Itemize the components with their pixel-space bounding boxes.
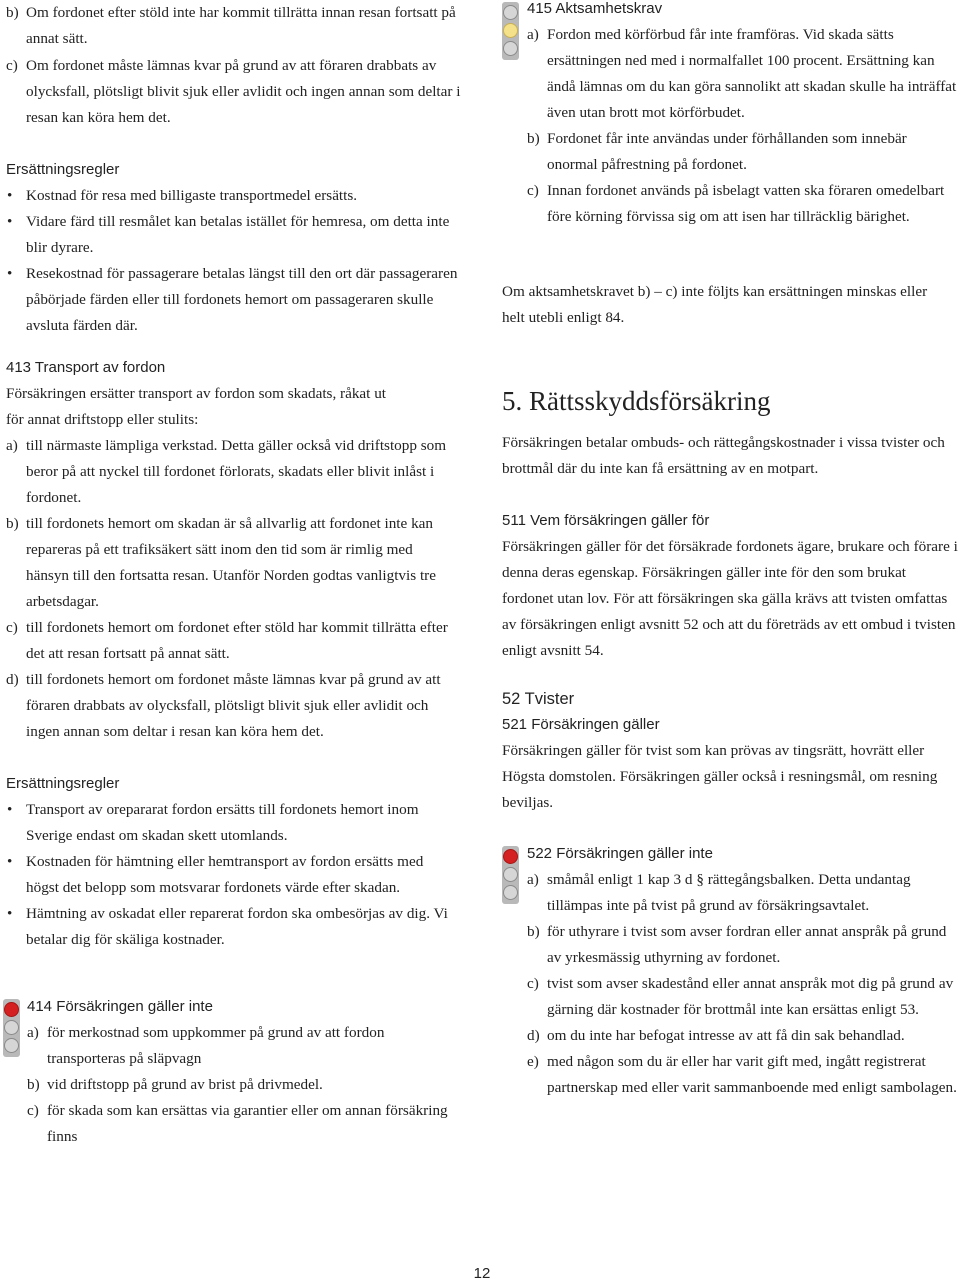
section-511 (502, 508, 958, 664)
section-413 (6, 355, 458, 953)
list-marker: b) (527, 130, 540, 147)
list-item-text: till fordonets hemort om skadan är så allvarlig att fordonet inte kan repareras på ett trafiksäkert sätt inom den tid som är rimlig med hänsyn till den fortsatta resan. Utanför Norden godtas vanligtvis tre arbetsdagar. (26, 515, 436, 610)
list-item-text: Fordonet får inte användas under förhållanden som innebär onormal påfrestning på fordonet. (547, 130, 907, 173)
grey-lamp-icon (503, 867, 518, 882)
red-lamp-icon (4, 1002, 19, 1017)
list-item (527, 867, 957, 919)
bullet-item: • Kostnaden för hämtning eller hemtransport av fordon ersätts med högst det belopp som motsvarar fordonets värde efter skadan. (6, 849, 458, 901)
list-item (527, 971, 957, 1023)
list-item-text: för merkostnad som uppkommer på grund av att fordon transporteras på släpvagn (47, 1024, 385, 1067)
section-heading: 522 Försäkringen gäller inte (527, 845, 713, 862)
list-item (6, 615, 458, 667)
section-415 (527, 0, 957, 230)
list-marker: d) (6, 671, 19, 688)
traffic-light-icon (502, 2, 518, 60)
list-item-text: småmål enligt 1 kap 3 d § rättegångsbalken. Detta undantag tillämpas inte på tvist på grund av försäkringsavtalet. (547, 871, 911, 914)
bullet-item: • Resekostnad för passagerare betalas längst till den ort där passageraren påbörjade färden eller till fordonets hemort om passageraren skulle avsluta färden där. (6, 261, 462, 339)
list-marker: c) (6, 619, 18, 636)
bullet-item: • Vidare färd till resmålet kan betalas istället för hemresa, om detta inte blir dyrare. (6, 209, 462, 261)
list-marker: c) (6, 57, 18, 74)
section-52 (502, 686, 958, 816)
left-top-section (6, 0, 462, 339)
section-heading: 414 Försäkringen gäller inte (27, 998, 213, 1015)
list-item (6, 0, 462, 52)
list-item (527, 1023, 957, 1049)
list-item-text: vid driftstopp på grund av brist på drivmedel. (47, 1076, 323, 1093)
section-heading: 413 Transport av fordon (6, 359, 166, 376)
list-item (6, 667, 458, 745)
list-item (527, 126, 957, 178)
list-item (27, 1072, 457, 1098)
page-number: 12 (473, 1265, 491, 1282)
section-text: Försäkringen gäller för tvist som kan prövas av tingsrätt, hovrätt eller Högsta domstolen. Försäkringen gäller också i resningsmål, om resning beviljas. (502, 742, 938, 811)
section-intro: Försäkringen ersätter transport av fordon som skadats, råkat ut för annat driftstopp eller stulits: (6, 385, 387, 428)
bullet-item: • Hämtning av oskadat eller reparerat fordon ska ombesörjas av dig. Vi betalar dig för skäliga kostnader. (6, 901, 458, 953)
grey-lamp-icon (503, 885, 518, 900)
section-522 (527, 841, 957, 1101)
list-item-text: Om fordonet efter stöld inte har kommit tillrätta innan resan fortsatt på annat sätt. (26, 4, 456, 47)
chapter-intro: Försäkringen betalar ombuds- och rättegångskostnader i vissa tvister och brottmål där du inte kan få ersättning av en motpart. (502, 434, 945, 477)
list-marker: a) (6, 437, 18, 454)
grey-lamp-icon (503, 5, 518, 20)
list-marker: a) (527, 871, 539, 888)
yellow-lamp-icon (503, 23, 518, 38)
list-marker: c) (527, 182, 539, 199)
list-marker: d) (527, 1027, 540, 1044)
list-item (527, 178, 957, 230)
list-item (27, 1020, 457, 1072)
section-text: Försäkringen gäller för det försäkrade fordonets ägare, brukare och förare i denna deras egenskap. Försäkringen gäller inte för den som brukat fordonet utan lov. För att försäkringen ska gälla krävs att tvisten omfattas av försäkringen enligt avsnitt 52 och att du företräds av ett ombud i tvisten enligt avsnitt 54. (502, 538, 958, 659)
list-marker: b) (27, 1076, 40, 1093)
grey-lamp-icon (503, 41, 518, 56)
list-item (27, 1098, 457, 1150)
list-item-text: Innan fordonet används på isbelagt vatten ska föraren omedelbart före körning förvissa sig om att isen har tillräcklig bärighet. (547, 182, 945, 225)
section-heading: 415 Aktsamhetskrav (527, 0, 663, 17)
list-item-text: för uthyrare i tvist som avser fordran eller annat anspråk på grund av yrkesmässig uthyrning av fordonet. (547, 923, 947, 966)
rules-heading: Ersättningsregler (6, 775, 120, 792)
section-414 (27, 994, 457, 1150)
grey-lamp-icon (4, 1020, 19, 1035)
subsection-heading: 521 Försäkringen gäller (502, 716, 660, 733)
bullet-item: • Transport av orepararat fordon ersätts till fordonets hemort inom Sverige endast om skadan skett utomlands. (6, 797, 458, 849)
section-heading: 52 Tvister (502, 690, 575, 708)
list-item (527, 1049, 957, 1101)
list-item-text: med någon som du är eller har varit gift med, ingått registrerat partnerskap med eller varit sammanboende med enligt sambolagen. (547, 1053, 957, 1096)
list-item-text: till fordonets hemort om fordonet efter stöld har kommit tillrätta efter det att resan fortsatt på annat sätt. (26, 619, 448, 662)
list-marker: b) (6, 515, 19, 532)
section-note: Om aktsamhetskravet b) – c) inte följts kan ersättningen minskas eller helt utebli enligt 84. (502, 283, 928, 326)
list-item (527, 919, 957, 971)
section-heading: 511 Vem försäkringen gäller för (502, 512, 710, 529)
list-marker: c) (527, 975, 539, 992)
rules-heading: Ersättningsregler (6, 161, 120, 178)
list-item-text: till fordonets hemort om fordonet måste lämnas kvar på grund av att föraren drabbats av olycksfall, plötsligt blivit sjuk eller avlidit och ingen annan som deltar i resan kan köra hem det. (26, 671, 441, 740)
chapter-title: 5. Rättsskyddsförsäkring (502, 386, 771, 416)
list-item (6, 433, 458, 511)
list-item-text: Fordon med körförbud får inte framföras. Vid skada sätts ersättningen ned med i normalfallet 100 procent. Ersättning kan ändå lämnas om du kan göra sannolikt att skadan skulle ha inträffat även utan brott mot körförbudet. (547, 26, 957, 121)
list-item-text: till närmaste lämpliga verkstad. Detta gäller också vid driftstopp som beror på att nyckel till fordonet förlorats, skadats eller blivit inlåst i fordonet. (26, 437, 447, 506)
list-marker: a) (27, 1024, 39, 1041)
traffic-light-icon (3, 999, 19, 1057)
list-item (6, 53, 462, 131)
list-item (6, 511, 458, 615)
list-item-text: tvist som avser skadestånd eller annat anspråk mot dig på grund av gärning där kostnader för brottmål inte kan ersättas enligt 53. (547, 975, 954, 1018)
list-item-text: för skada som kan ersättas via garantier eller om annan försäkring finns (47, 1102, 448, 1145)
list-marker: b) (527, 923, 540, 940)
list-marker: b) (6, 4, 19, 21)
list-marker: e) (527, 1053, 539, 1070)
bullet-item: • Kostnad för resa med billigaste transportmedel ersätts. (6, 183, 462, 209)
list-item-text: om du inte har befogat intresse av att få din sak behandlad. (547, 1027, 905, 1044)
section-5 (502, 384, 958, 482)
list-marker: a) (527, 26, 539, 43)
list-marker: c) (27, 1102, 39, 1119)
red-lamp-icon (503, 849, 518, 864)
list-item-text: Om fordonet måste lämnas kvar på grund av att föraren drabbats av olycksfall, plötsligt blivit sjuk eller avlidit och ingen annan som deltar i resan kan köra hem det. (26, 57, 461, 126)
list-item (527, 22, 957, 126)
traffic-light-icon (502, 846, 518, 904)
grey-lamp-icon (4, 1038, 19, 1053)
